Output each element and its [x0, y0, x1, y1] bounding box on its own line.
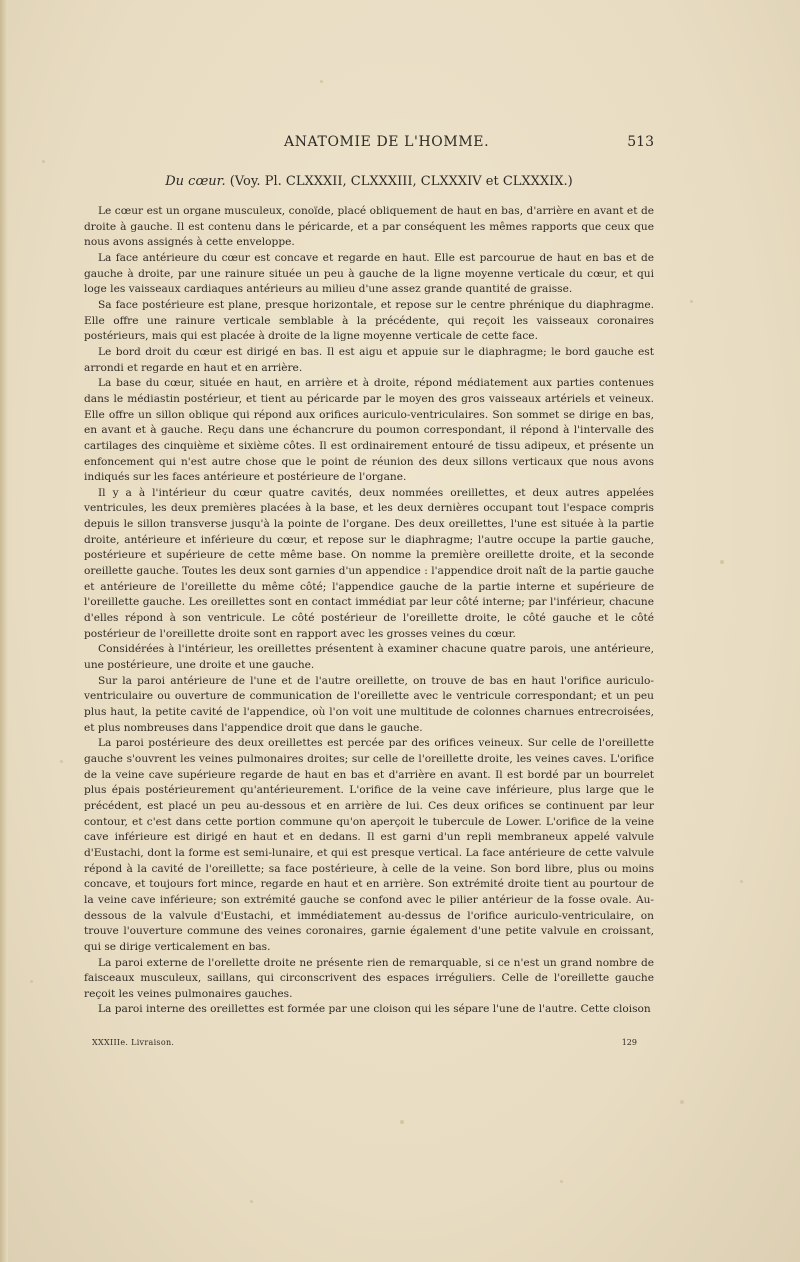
- paragraph: La face antérieure du cœur est concave et regarde en haut. Elle est parcourue de haut en bas et de gauche à droite, par une rainure située un peu à gauche de la ligne moyenne verticale du cœur, et qui loge les vaisseaux cardiaques antérieurs au milieu d'une assez grande quantité de graisse.: [84, 251, 654, 296]
- page-number: 513: [627, 134, 654, 150]
- paragraph: La paroi externe de l'orellette droite ne présente rien de remarquable, si ce n'est un grand nombre de faisceaux musculeux, saillans, qui circonscrivent des espaces irréguliers. Celle de l'oreillette gauche reçoit les veines pulmonaires gauches.: [84, 956, 654, 1000]
- paragraph: Le cœur est un organe musculeux, conoïde, placé obliquement de haut en bas, d'arrière en avant et de droite à gauche. Il est contenu dans le péricarde, et a par conséquent les mêmes rapports que ceux que nous avons assignés à cette enveloppe.: [84, 205, 654, 249]
- paragraph: Considérées à l'intérieur, les oreillettes présentent à examiner chacune quatre parois, une antérieure, une postérieure, une droite et une gauche.: [84, 643, 654, 672]
- section-title-rest: (Voy. Pl. CLXXXII, CLXXXIII, CLXXXIV et CLXXXIX.): [225, 174, 573, 189]
- paragraph: La base du cœur, située en haut, en arrière et à droite, répond médiatement aux parties contenues dans le médiastin postérieur, et tient au péricarde par le moyen des gros vaisseaux artériels et veineux. Elle offre un sillon oblique qui répond aux orifices auriculo-ventriculaires. Son sommet se dirige en bas, en avant et à gauche. Reçu dans une échancrure du poumon correspondant, il répond à l'intervalle des cartilages des cinquième et sixième côtes. Il est ordinairement entouré de tissu adipeux, et présente un enfoncement qui n'est autre chose que le point de réunion des deux sillons verticaux que nous avons indiqués sur les faces antérieure et postérieure de l'organe.: [84, 377, 654, 484]
- body-text: [84, 204, 654, 1018]
- paragraph: La paroi postérieure des deux oreillettes est percée par des orifices veineux. Sur celle de l'oreillette gauche s'ouvrent les veines pulmonaires droites; sur celle de l'oreillette droite, les veines caves. L'orifice de la veine cave supérieure regarde de haut en bas et d'arrière en avant. Il est bordé par un bourrelet plus épais postérieurement qu'antérieurement. L'orifice de la veine cave inférieure, plus large que le précédent, est placé un peu au-dessous et en arrière de lui. Ces deux orifices se continuent par leur contour, et c'est dans cette portion commune qu'on aperçoit le tubercule de Lower. L'orifice de la veine cave inférieure est dirigé en haut et en dedans. Il est garni d'un repli membraneux appelé valvule d'Eustachi, dont la forme est semi-lunaire, et qui est presque vertical. La face antérieure de cette valvule répond à la cavité de l'oreillette; sa face postérieure, à celle de la veine. Son bord libre, plus ou moins concave, et toujours fort mince, regarde en haut et en arrière. Son extrémité droite tient au pourtour de la veine cave inférieure; son extrémité gauche se confond avec le pilier antérieur de la fosse ovale. Au-dessous de la valvule d'Eustachi, et immédiatement au-dessus de l'orifice auriculo-ventriculaire, on trouve l'ouverture commune des veines coronaires, garnie également d'une petite valvule en croissant, qui se dirige verticalement en bas.: [84, 737, 654, 953]
- paragraph: Sa face postérieure est plane, presque horizontale, et repose sur le centre phrénique du diaphragme. Elle offre une rainure verticale semblable à la précédente, qui reçoit les vaisseaux coronaires postérieurs, mais qui est placée à droite de la ligne moyenne verticale de cette face.: [84, 298, 654, 343]
- page-edge: [0, 0, 8, 1262]
- paragraph: Sur la paroi antérieure de l'une et de l'autre oreillette, on trouve de bas en haut l'orifice auriculo-ventriculaire ou ouverture de communication de l'oreillette avec le ventricule correspondant; et un peu plus haut, la petite cavité de l'appendice, où l'on voit une multitude de colonnes charnues entrecroisées, et plus nombreuses dans l'appendice droit que dans le gauche.: [84, 674, 654, 734]
- section-title: [84, 174, 654, 189]
- paragraph: La paroi interne des oreillettes est formée par une cloison qui les sépare l'une de l'autre. Cette cloison: [98, 1003, 651, 1016]
- paragraph: Le bord droit du cœur est dirigé en bas. Il est aigu et appuie sur le diaphragme; le bord gauche est arrondi et regarde en haut et en arrière.: [84, 345, 654, 374]
- running-title: ANATOMIE DE L'HOMME.: [284, 134, 490, 150]
- sheet-number: 129: [621, 1038, 637, 1047]
- section-title-italic: Du cœur.: [165, 174, 226, 189]
- signature-mark: XXXIIIe. Livraison.: [92, 1038, 175, 1047]
- paragraph: Il y a à l'intérieur du cœur quatre cavités, deux nommées oreillettes, et deux autres appelées ventricules, les deux premières placées à la base, et les deux dernières occupant tout l'espace compris depuis le sillon transverse jusqu'à la pointe de l'organe. Des deux oreillettes, l'une est située à la partie droite, antérieure et inférieure du cœur, et repose sur le diaphragme; l'autre occupe la partie gauche, postérieure et supérieure de cette même base. On nomme la première oreillette droite, et la seconde oreillette gauche. Toutes les deux sont garnies d'un appendice : l'appendice droit naît de la partie gauche et antérieure de l'oreillette du même côté; l'appendice gauche de la partie interne et supérieure de l'oreillette gauche. Les oreillettes sont en contact immédiat par leur côté interne; par l'inférieur, chacune d'elles répond à son ventricule. Le côté postérieur de l'oreillette droite, le côté gauche et le côté postérieur de l'oreillette droite sont en rapport avec les grosses veines du cœur.: [84, 486, 654, 640]
- page-footer: [92, 1038, 637, 1052]
- running-header: [84, 134, 654, 154]
